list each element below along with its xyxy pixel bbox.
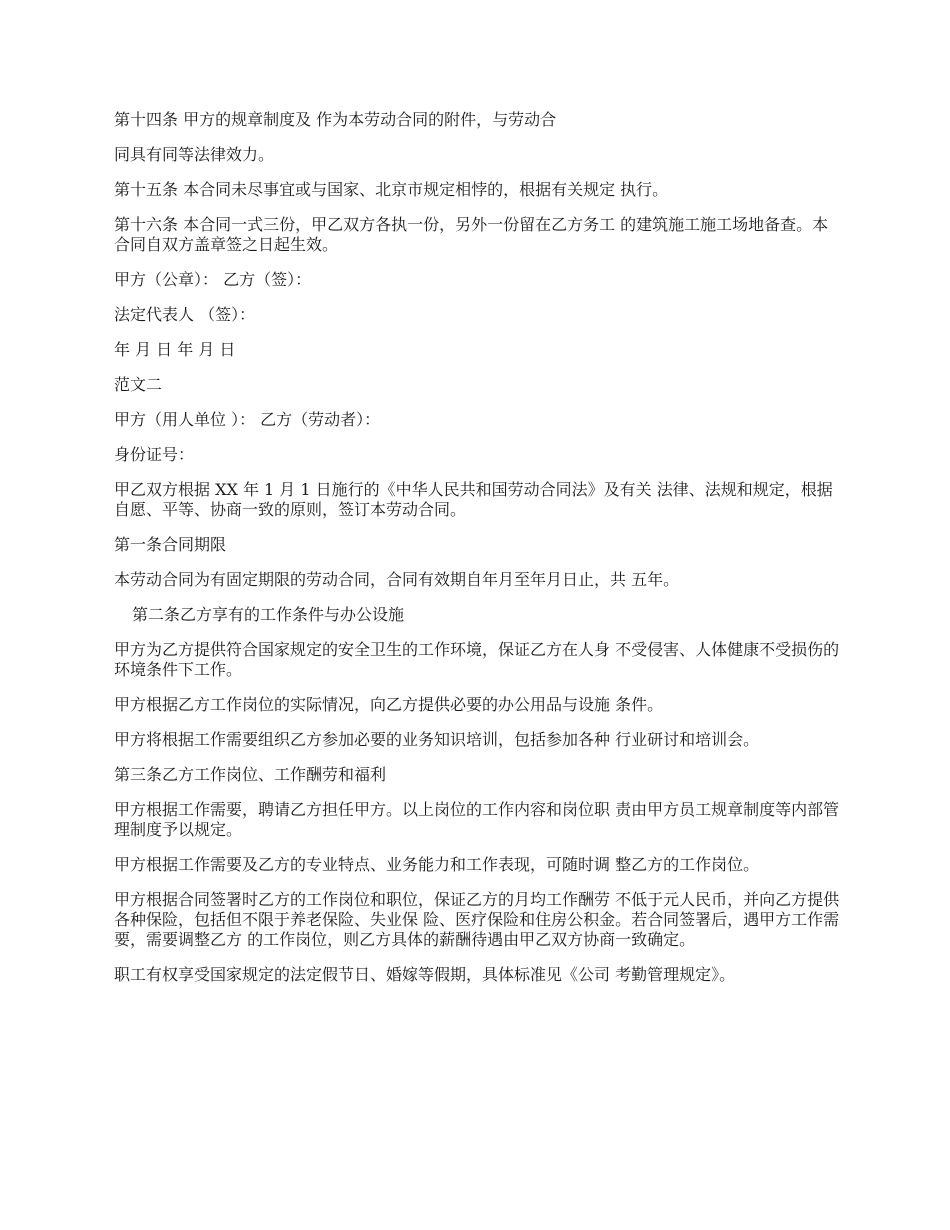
paragraph-salary: 甲方根据合同签署时乙方的工作岗位和职位，保证乙方的月均工作酬劳 不低于元人民币，并向乙方提供各种保险，包括但不限于养老保险、失业保 险、医疗保险和住房公积金。若合同签署后，遇甲方工作需要，需要调整乙方 的工作岗位，则乙方具体的薪酬待遇由甲乙双方协商一致确定。 [114,890,840,949]
paragraph-preamble: 甲乙双方根据 XX 年 1 月 1 日施行的《中华人民共和国劳动合同法》及有关 法律、法规和规定，根据自愿、平等、协商一致的原则，签订本劳动合同。 [114,480,833,519]
heading-article-1: 第一条合同期限 [114,535,227,554]
signature-line-parties: 甲方（公章）： 乙方（签）： [114,270,312,289]
paragraph-article-14: 第十四条 甲方的规章制度及 作为本劳动合同的附件，与劳动合 [114,110,557,129]
signature-line-representative: 法定代表人 （签）： [114,305,256,324]
paragraph-training: 甲方将根据工作需要组织乙方参加必要的业务知识培训，包括参加各种 行业研讨和培训会。 [114,730,760,749]
paragraph-contract-term: 本劳动合同为有固定期限的劳动合同，合同有效期自年月至年月日止，共 五年。 [114,570,680,589]
paragraph-position: 甲方根据工作需要，聘请乙方担任甲方。以上岗位的工作内容和岗位职 责由甲方员工规章制度等内部管理制度予以规定。 [114,800,840,839]
id-number-line: 身份证号： [114,445,195,464]
paragraph-work-environment: 甲方为乙方提供符合国家规定的安全卫生的工作环境，保证乙方在人身 不受侵害、人体健康不受损伤的环境条件下工作。 [114,640,840,679]
heading-article-2: 第二条乙方享有的工作条件与办公设施 [132,605,405,624]
section-heading-sample-2: 范文二 [114,375,163,394]
parties-line: 甲方（用人单位 ）： 乙方（劳动者）： [114,410,381,429]
heading-article-3: 第三条乙方工作岗位、工作酬劳和福利 [114,765,387,784]
paragraph-article-15: 第十五条 本合同未尽事宜或与国家、北京市规定相悖的，根据有关规定 执行。 [114,180,669,199]
document-body [114,110,840,1000]
paragraph-position-adjust: 甲方根据工作需要及乙方的专业特点、业务能力和工作表现，可随时调 整乙方的工作岗位。 [114,855,760,874]
paragraph-office-supplies: 甲方根据乙方工作岗位的实际情况，向乙方提供必要的办公用品与设施 条件。 [114,695,664,714]
paragraph-article-14-cont: 同具有同等法律效力。 [114,145,275,164]
paragraph-holidays: 职工有权享受国家规定的法定假节日、婚嫁等假期，具体标准见《公司 考勤管理规定》。 [114,965,736,984]
paragraph-article-16: 第十六条 本合同一式三份，甲乙双方各执一份，另外一份留在乙方务工 的建筑施工施工场地备查。本合同自双方盖章签之日起生效。 [114,215,829,254]
signature-line-date: 年 月 日 年 月 日 [114,340,236,359]
